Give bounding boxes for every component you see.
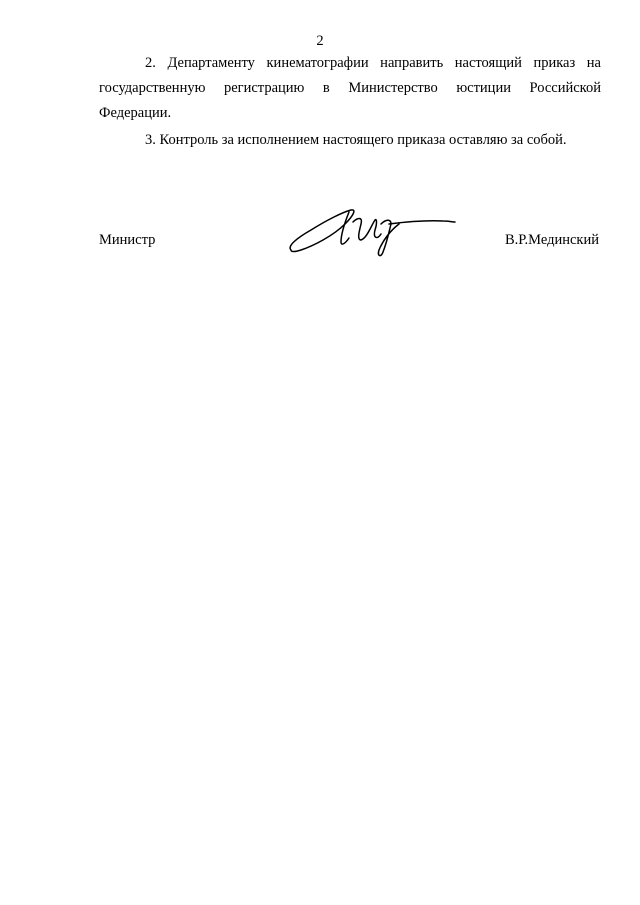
paragraph-2: 2. Департаменту кинематографии направить настоящий приказ на государственную регистрацию в Министерство юстиции Российской Федерации. xyxy=(99,55,601,121)
paragraph-3: 3. Контроль за исполнением настоящего приказа оставляю за собой. xyxy=(145,132,567,148)
signatory-name: В.Р.Мединский xyxy=(504,232,599,248)
signatory-title: Министр xyxy=(99,232,156,248)
handwritten-signature xyxy=(283,200,458,260)
page-number: 2 xyxy=(316,33,324,49)
